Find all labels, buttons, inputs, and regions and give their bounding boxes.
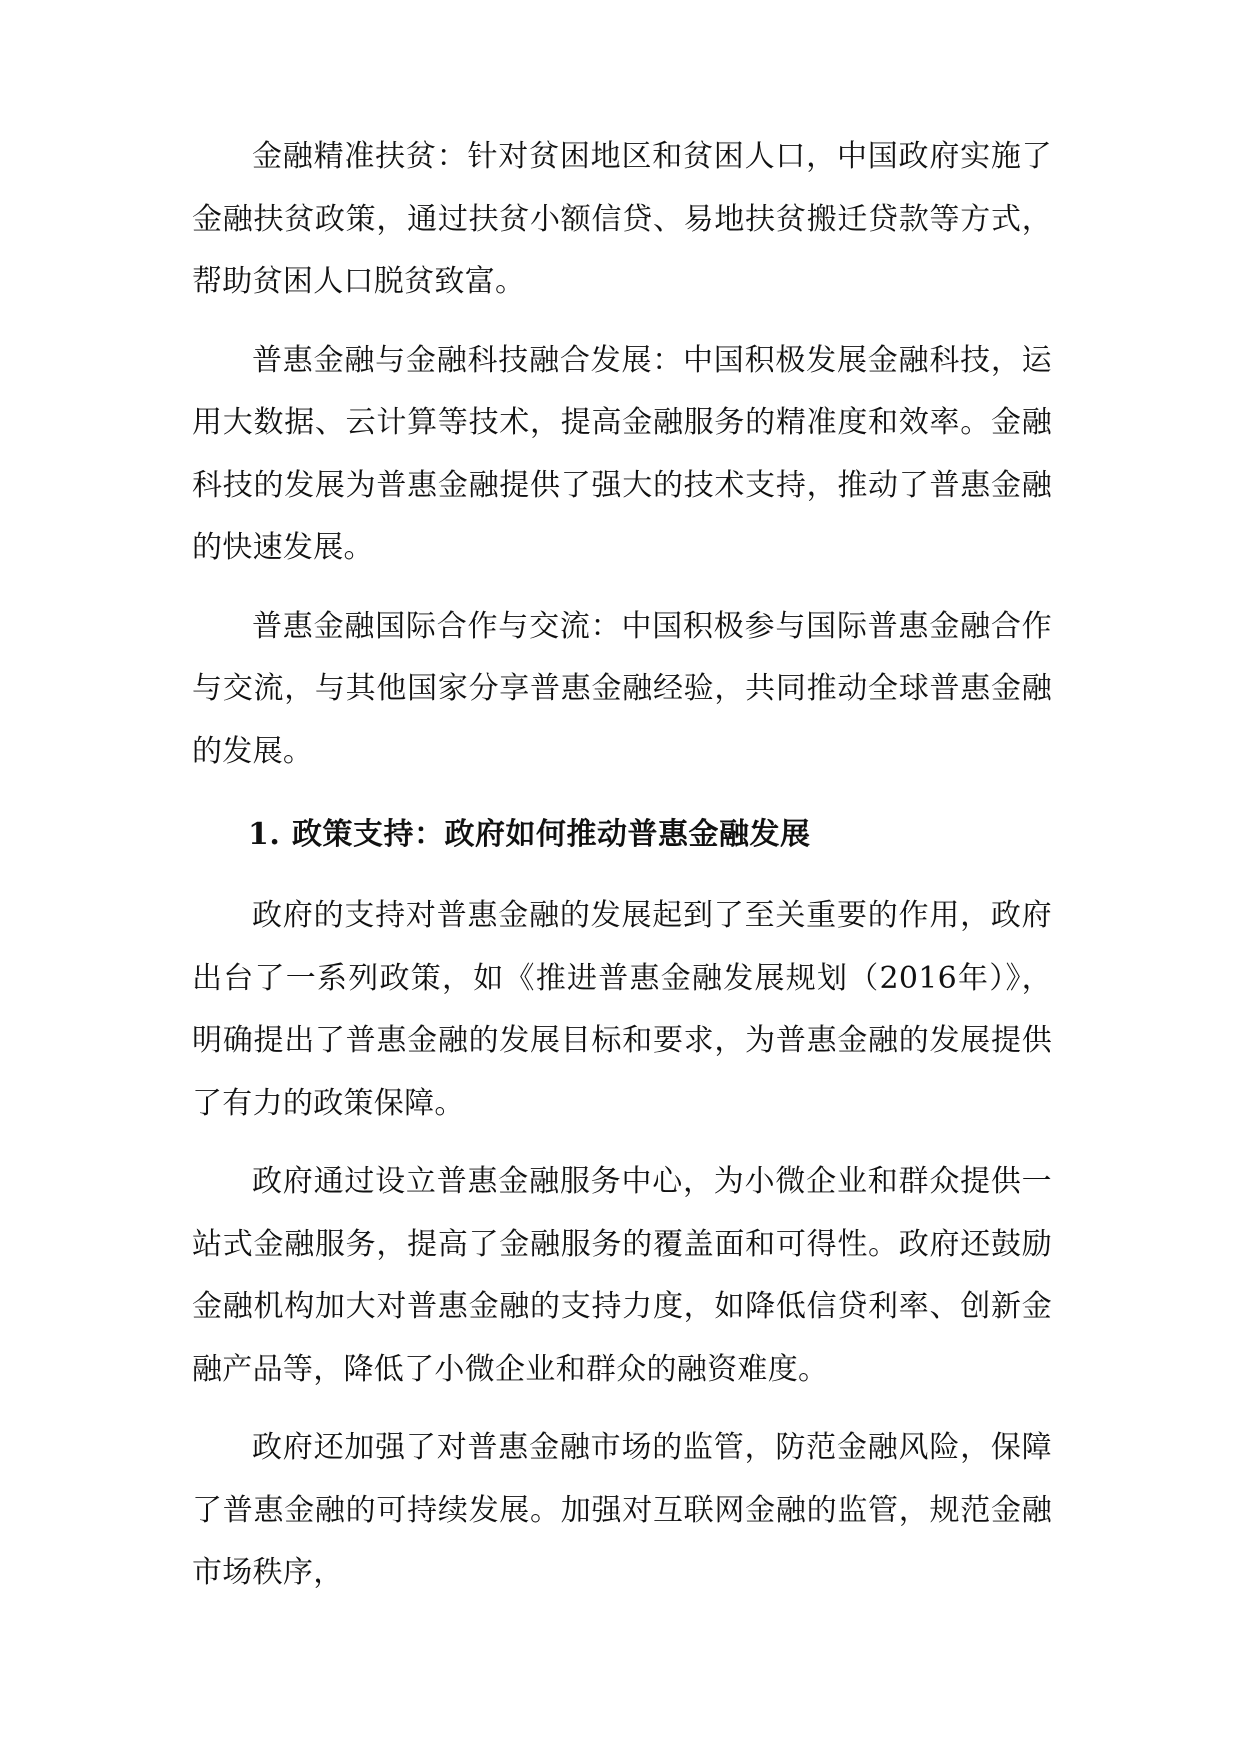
paragraph-financial-poverty-alleviation: 金融精准扶贫：针对贫困地区和贫困人口，中国政府实施了金融扶贫政策，通过扶贫小额信贷、易地扶贫搬迁贷款等方式，帮助贫困人口脱贫致富。: [192, 139, 1052, 299]
paragraph-fintech-integration: 普惠金融与金融科技融合发展：中国积极发展金融科技，运用大数据、云计算等技术，提高金融服务的精准度和效率。金融科技的发展为普惠金融提供了强大的技术支持，推动了普惠金融的快速发展。: [192, 342, 1052, 565]
paragraph-service-centers: 政府通过设立普惠金融服务中心，为小微企业和群众提供一站式金融服务，提高了金融服务的覆盖面和可得性。政府还鼓励金融机构加大对普惠金融的支持力度，如降低信贷利率、创新金融产品等，降低了小微企业和群众的融资难度。: [192, 1164, 1052, 1387]
paragraph-international-cooperation: 普惠金融国际合作与交流：中国积极参与国际普惠金融合作与交流，与其他国家分享普惠金融经验，共同推动全球普惠金融的发展。: [192, 608, 1052, 769]
document-page: [192, 126, 1052, 1621]
paragraph-policy-planning: 政府的支持对普惠金融的发展起到了至关重要的作用，政府出台了一系列政策，如《推进普惠金融发展规划（2016年）》，明确提出了普惠金融的发展目标和要求，为普惠金融的发展提供了有力的政策保障。: [192, 898, 1052, 1121]
section-title: 政策支持：政府如何推动普惠金融发展: [292, 817, 811, 852]
paragraph-market-supervision: 政府还加强了对普惠金融市场的监管，防范金融风险，保障了普惠金融的可持续发展。加强对互联网金融的监管，规范金融市场秩序，: [192, 1430, 1052, 1590]
section-heading: [192, 799, 1052, 871]
section-number: 1.: [248, 817, 281, 852]
